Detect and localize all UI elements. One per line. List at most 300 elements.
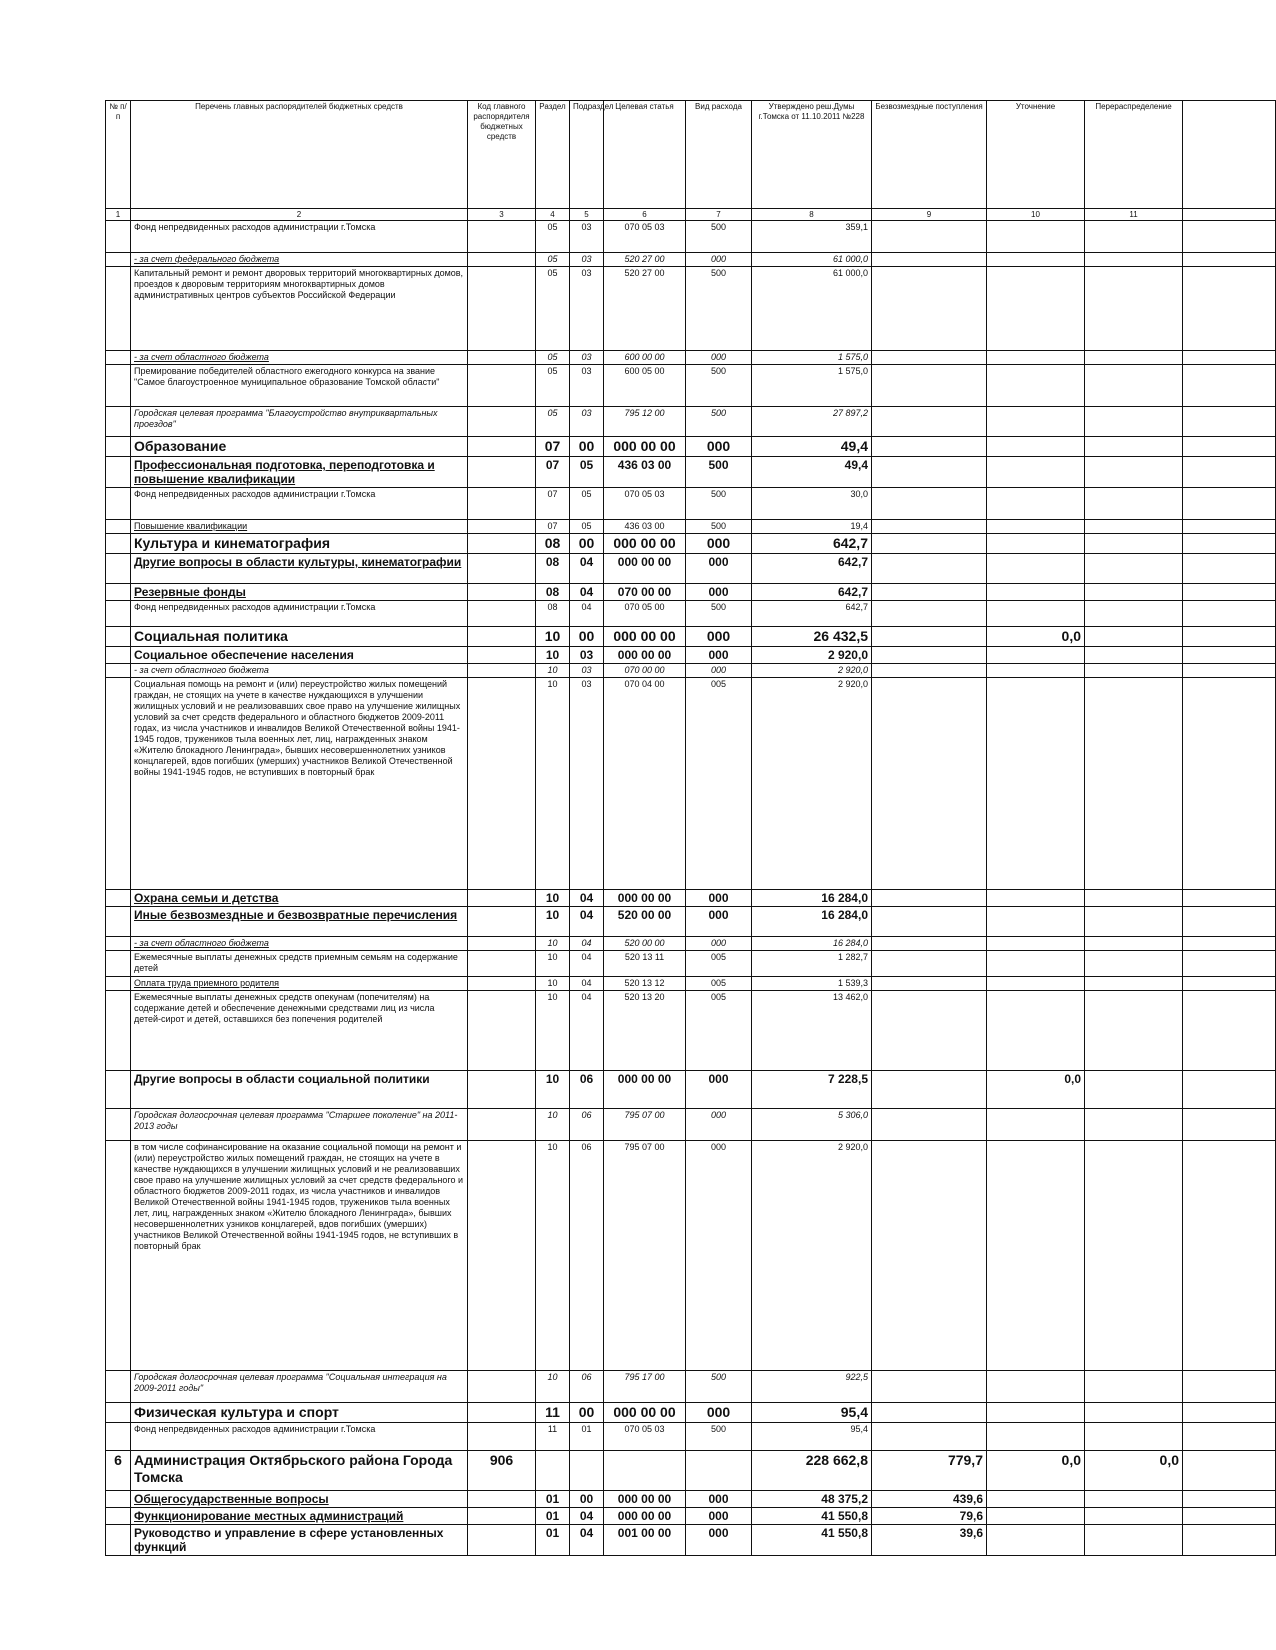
row-target-article: 795 07 00	[604, 1109, 686, 1141]
row-approved: 642,7	[752, 601, 872, 627]
table-row	[106, 1141, 1276, 1371]
row-target-article: 000 00 00	[604, 554, 686, 584]
table-row	[106, 1109, 1276, 1141]
row-code	[468, 488, 536, 520]
row-redistribution	[1085, 437, 1183, 457]
row-redistribution	[1085, 907, 1183, 937]
row-approved: 2 920,0	[752, 1141, 872, 1371]
row-approved: 26 432,5	[752, 627, 872, 647]
row-redistribution	[1085, 991, 1183, 1071]
row-section: 07	[536, 437, 570, 457]
table-row	[106, 1371, 1276, 1403]
row-section: 05	[536, 267, 570, 351]
row-grants	[872, 601, 987, 627]
row-number	[106, 407, 131, 437]
column-header: Безвозмездные поступления	[872, 101, 987, 209]
row-refinement	[987, 1423, 1085, 1451]
row-subsection: 00	[570, 1403, 604, 1423]
row-subsection: 04	[570, 1508, 604, 1525]
row-code	[468, 534, 536, 554]
row-section: 10	[536, 647, 570, 664]
row-subsection: 06	[570, 1071, 604, 1109]
column-header: Утверждено реш.Думы г.Томска от 11.10.2011 №228	[752, 101, 872, 209]
row-section: 10	[536, 664, 570, 678]
table-row	[106, 267, 1276, 351]
table-row	[106, 1451, 1276, 1491]
row-approved: 642,7	[752, 554, 872, 584]
row-subsection: 00	[570, 534, 604, 554]
row-approved: 7 228,5	[752, 1071, 872, 1109]
row-code	[468, 678, 536, 890]
row-extra	[1183, 907, 1276, 937]
row-section: 01	[536, 1491, 570, 1508]
table-row	[106, 890, 1276, 907]
row-number	[106, 365, 131, 407]
row-refinement: 0,0	[987, 627, 1085, 647]
row-number	[106, 1371, 131, 1403]
row-redistribution	[1085, 584, 1183, 601]
row-code	[468, 407, 536, 437]
row-name: Городская целевая программа "Благоустройство внутриквартальных проездов"	[131, 407, 468, 437]
table-row	[106, 937, 1276, 951]
row-number	[106, 1491, 131, 1508]
row-name: Руководство и управление в сфере установленных функций	[131, 1525, 468, 1556]
row-number	[106, 534, 131, 554]
row-code	[468, 647, 536, 664]
row-expense-type: 000	[686, 534, 752, 554]
row-expense-type: 000	[686, 1491, 752, 1508]
row-redistribution	[1085, 601, 1183, 627]
row-subsection: 04	[570, 584, 604, 601]
row-expense-type: 500	[686, 267, 752, 351]
row-name: Культура и кинематография	[131, 534, 468, 554]
row-subsection: 03	[570, 267, 604, 351]
row-approved: 16 284,0	[752, 907, 872, 937]
row-approved: 228 662,8	[752, 1451, 872, 1491]
row-expense-type: 500	[686, 1371, 752, 1403]
row-redistribution	[1085, 534, 1183, 554]
row-expense-type: 005	[686, 991, 752, 1071]
row-section: 11	[536, 1423, 570, 1451]
row-name: - за счет областного бюджета	[131, 937, 468, 951]
row-expense-type: 000	[686, 351, 752, 365]
row-target-article: 600 00 00	[604, 351, 686, 365]
row-redistribution	[1085, 488, 1183, 520]
row-grants	[872, 253, 987, 267]
row-redistribution	[1085, 457, 1183, 488]
row-subsection: 00	[570, 627, 604, 647]
row-extra	[1183, 1371, 1276, 1403]
row-section: 07	[536, 457, 570, 488]
row-target-article: 070 05 03	[604, 1423, 686, 1451]
row-refinement	[987, 457, 1085, 488]
row-extra	[1183, 351, 1276, 365]
row-target-article: 000 00 00	[604, 627, 686, 647]
row-redistribution	[1085, 1141, 1183, 1371]
row-number	[106, 1109, 131, 1141]
column-number: 9	[872, 209, 987, 221]
row-extra	[1183, 554, 1276, 584]
row-section: 07	[536, 520, 570, 534]
row-extra	[1183, 977, 1276, 991]
row-number	[106, 1508, 131, 1525]
row-expense-type: 000	[686, 437, 752, 457]
row-refinement	[987, 520, 1085, 534]
row-code	[468, 1071, 536, 1109]
row-grants	[872, 1371, 987, 1403]
row-section: 10	[536, 951, 570, 977]
row-subsection: 04	[570, 1525, 604, 1556]
row-approved: 5 306,0	[752, 1109, 872, 1141]
table-row	[106, 977, 1276, 991]
row-name: Премирование победителей областного ежегодного конкурса на звание "Самое благоустроенное муниципальное образование Томской области"	[131, 365, 468, 407]
row-name: Фонд непредвиденных расходов администрации г.Томска	[131, 1423, 468, 1451]
row-refinement	[987, 1403, 1085, 1423]
row-redistribution	[1085, 520, 1183, 534]
row-target-article: 000 00 00	[604, 1491, 686, 1508]
row-redistribution	[1085, 647, 1183, 664]
row-expense-type: 000	[686, 253, 752, 267]
row-extra	[1183, 534, 1276, 554]
row-grants	[872, 1071, 987, 1109]
row-approved: 1 282,7	[752, 951, 872, 977]
row-expense-type: 500	[686, 601, 752, 627]
row-refinement	[987, 678, 1085, 890]
row-extra	[1183, 664, 1276, 678]
row-number	[106, 937, 131, 951]
row-approved: 41 550,8	[752, 1508, 872, 1525]
row-extra	[1183, 365, 1276, 407]
row-approved: 1 575,0	[752, 351, 872, 365]
row-redistribution	[1085, 267, 1183, 351]
row-grants	[872, 221, 987, 253]
row-redistribution	[1085, 253, 1183, 267]
row-refinement	[987, 1525, 1085, 1556]
row-subsection: 03	[570, 365, 604, 407]
row-target-article: 520 27 00	[604, 267, 686, 351]
row-code	[468, 520, 536, 534]
column-number: 6	[604, 209, 686, 221]
row-code	[468, 1141, 536, 1371]
column-header: Перераспределение	[1085, 101, 1183, 209]
header-row	[106, 101, 1276, 209]
row-section: 10	[536, 991, 570, 1071]
row-section: 10	[536, 1071, 570, 1109]
row-target-article: 070 05 00	[604, 601, 686, 627]
column-number	[1183, 209, 1276, 221]
row-redistribution	[1085, 977, 1183, 991]
row-subsection	[570, 1451, 604, 1491]
row-section: 10	[536, 907, 570, 937]
row-code	[468, 664, 536, 678]
row-refinement: 0,0	[987, 1071, 1085, 1109]
row-subsection: 05	[570, 457, 604, 488]
row-expense-type: 000	[686, 554, 752, 584]
row-extra	[1183, 1525, 1276, 1556]
row-grants	[872, 977, 987, 991]
row-redistribution	[1085, 664, 1183, 678]
row-name: Социальная помощь на ремонт и (или) переустройство жилых помещений граждан, не стоящих на учете в качестве нуждающихся в улучшении жилищных условий и не реализовавших свое право на улучшение жилищных условий за счет средств федерального и областного бюджетов 2009-2011 годах, из числа участников и инвалидов Великой Отечественной войны 1941-1945 годов, тружеников тыла военных лет, лиц, награжденных знаком «Жителю блокадного Ленинграда», бывших несовершеннолетних узников концлагерей, вдов погибших (умерших) участников Великой Отечественной войны 1941-1945 годов, не вступивших в повторный брак	[131, 678, 468, 890]
row-subsection: 04	[570, 554, 604, 584]
row-expense-type: 000	[686, 1071, 752, 1109]
row-target-article: 520 27 00	[604, 253, 686, 267]
column-header: Уточнение	[987, 101, 1085, 209]
row-grants	[872, 1423, 987, 1451]
row-extra	[1183, 678, 1276, 890]
row-code	[468, 1423, 536, 1451]
row-expense-type: 000	[686, 890, 752, 907]
row-grants	[872, 937, 987, 951]
row-approved: 16 284,0	[752, 890, 872, 907]
table-row	[106, 457, 1276, 488]
row-number	[106, 437, 131, 457]
row-name: Другие вопросы в области культуры, кинематографии	[131, 554, 468, 584]
row-name: Образование	[131, 437, 468, 457]
row-name: Социальное обеспечение населения	[131, 647, 468, 664]
row-grants	[872, 534, 987, 554]
row-refinement	[987, 601, 1085, 627]
row-subsection: 04	[570, 937, 604, 951]
row-expense-type: 005	[686, 951, 752, 977]
row-target-article: 520 13 11	[604, 951, 686, 977]
table-row	[106, 437, 1276, 457]
row-section: 08	[536, 584, 570, 601]
row-expense-type: 500	[686, 407, 752, 437]
column-header: № п/п	[106, 101, 131, 209]
row-code	[468, 1491, 536, 1508]
row-approved: 27 897,2	[752, 407, 872, 437]
table-row	[106, 991, 1276, 1071]
row-expense-type: 000	[686, 1508, 752, 1525]
row-name: Резервные фонды	[131, 584, 468, 601]
row-subsection: 04	[570, 977, 604, 991]
row-code	[468, 1508, 536, 1525]
row-refinement	[987, 554, 1085, 584]
row-refinement	[987, 664, 1085, 678]
row-refinement	[987, 890, 1085, 907]
row-subsection: 01	[570, 1423, 604, 1451]
column-number: 3	[468, 209, 536, 221]
row-grants	[872, 267, 987, 351]
row-grants	[872, 488, 987, 520]
row-refinement	[987, 951, 1085, 977]
row-section: 10	[536, 1141, 570, 1371]
budget-sheet	[105, 100, 1276, 1556]
table-row	[106, 907, 1276, 937]
row-subsection: 03	[570, 407, 604, 437]
row-number	[106, 488, 131, 520]
row-number	[106, 647, 131, 664]
row-subsection: 06	[570, 1371, 604, 1403]
row-section: 08	[536, 554, 570, 584]
table-row	[106, 584, 1276, 601]
row-extra	[1183, 437, 1276, 457]
row-grants	[872, 407, 987, 437]
row-target-article: 070 04 00	[604, 678, 686, 890]
row-name: Оплата труда приемного родителя	[131, 977, 468, 991]
row-redistribution	[1085, 554, 1183, 584]
row-refinement	[987, 1371, 1085, 1403]
row-approved: 61 000,0	[752, 267, 872, 351]
row-approved: 2 920,0	[752, 647, 872, 664]
row-extra	[1183, 1423, 1276, 1451]
table-row	[106, 1525, 1276, 1556]
row-target-article: 520 13 20	[604, 991, 686, 1071]
row-subsection: 06	[570, 1109, 604, 1141]
row-code	[468, 437, 536, 457]
row-approved: 922,5	[752, 1371, 872, 1403]
row-extra	[1183, 937, 1276, 951]
row-subsection: 04	[570, 907, 604, 937]
row-target-article: 436 03 00	[604, 520, 686, 534]
row-code	[468, 991, 536, 1071]
row-section: 10	[536, 1109, 570, 1141]
column-header: Целевая статья	[604, 101, 686, 209]
row-approved: 642,7	[752, 584, 872, 601]
row-redistribution	[1085, 937, 1183, 951]
row-grants	[872, 365, 987, 407]
row-section: 10	[536, 678, 570, 890]
row-expense-type: 000	[686, 1403, 752, 1423]
row-expense-type: 000	[686, 1141, 752, 1371]
row-expense-type: 000	[686, 907, 752, 937]
row-expense-type: 000	[686, 584, 752, 601]
row-approved: 30,0	[752, 488, 872, 520]
row-name: Капитальный ремонт и ремонт дворовых территорий многоквартирных домов, проездов к дворовым территориям многоквартирных домов административных центров субъектов Российской Федерации	[131, 267, 468, 351]
row-code	[468, 601, 536, 627]
table-row	[106, 554, 1276, 584]
row-approved: 49,4	[752, 437, 872, 457]
row-subsection: 03	[570, 678, 604, 890]
row-section: 05	[536, 365, 570, 407]
row-subsection: 03	[570, 647, 604, 664]
row-refinement	[987, 647, 1085, 664]
row-target-article: 000 00 00	[604, 437, 686, 457]
row-section: 10	[536, 627, 570, 647]
row-refinement	[987, 407, 1085, 437]
row-code	[468, 457, 536, 488]
row-extra	[1183, 267, 1276, 351]
table-row	[106, 678, 1276, 890]
row-approved: 1 575,0	[752, 365, 872, 407]
row-section: 10	[536, 1371, 570, 1403]
table-row	[106, 407, 1276, 437]
row-code	[468, 253, 536, 267]
row-refinement	[987, 488, 1085, 520]
row-refinement	[987, 365, 1085, 407]
row-code	[468, 554, 536, 584]
row-grants	[872, 1109, 987, 1141]
row-extra	[1183, 627, 1276, 647]
row-code	[468, 890, 536, 907]
row-target-article: 000 00 00	[604, 647, 686, 664]
row-section: 10	[536, 890, 570, 907]
row-name: Социальная политика	[131, 627, 468, 647]
row-refinement: 0,0	[987, 1451, 1085, 1491]
row-extra	[1183, 253, 1276, 267]
table-row	[106, 627, 1276, 647]
row-grants	[872, 951, 987, 977]
row-code	[468, 1109, 536, 1141]
row-redistribution	[1085, 365, 1183, 407]
row-number	[106, 907, 131, 937]
column-header: Раздел	[536, 101, 570, 209]
row-extra	[1183, 1491, 1276, 1508]
table-row	[106, 1423, 1276, 1451]
row-target-article: 520 13 12	[604, 977, 686, 991]
row-section	[536, 1451, 570, 1491]
row-code	[468, 951, 536, 977]
row-redistribution	[1085, 407, 1183, 437]
column-number: 11	[1085, 209, 1183, 221]
row-extra	[1183, 520, 1276, 534]
column-header: Код главного распорядителя бюджетных средств	[468, 101, 536, 209]
table-row	[106, 253, 1276, 267]
row-number	[106, 1525, 131, 1556]
row-subsection: 06	[570, 1141, 604, 1371]
row-number	[106, 1423, 131, 1451]
row-number	[106, 221, 131, 253]
row-approved: 61 000,0	[752, 253, 872, 267]
row-name: Городская долгосрочная целевая программа "Старшее поколение" на 2011-2013 годы	[131, 1109, 468, 1141]
row-name: - за счет федерального бюджета	[131, 253, 468, 267]
row-approved: 2 920,0	[752, 678, 872, 890]
row-number	[106, 991, 131, 1071]
row-refinement	[987, 437, 1085, 457]
row-expense-type: 500	[686, 1423, 752, 1451]
row-expense-type: 500	[686, 488, 752, 520]
row-redistribution	[1085, 1491, 1183, 1508]
row-expense-type: 000	[686, 1109, 752, 1141]
row-approved: 1 539,3	[752, 977, 872, 991]
row-grants	[872, 437, 987, 457]
row-redistribution	[1085, 1109, 1183, 1141]
row-section: 01	[536, 1525, 570, 1556]
row-grants	[872, 520, 987, 534]
row-grants: 79,6	[872, 1508, 987, 1525]
column-number: 8	[752, 209, 872, 221]
row-extra	[1183, 991, 1276, 1071]
row-subsection: 03	[570, 221, 604, 253]
row-name: - за счет областного бюджета	[131, 664, 468, 678]
row-redistribution	[1085, 221, 1183, 253]
row-number	[106, 977, 131, 991]
row-refinement	[987, 977, 1085, 991]
row-refinement	[987, 584, 1085, 601]
row-grants	[872, 584, 987, 601]
row-extra	[1183, 1071, 1276, 1109]
row-section: 05	[536, 253, 570, 267]
row-name: Функционирование местных администраций	[131, 1508, 468, 1525]
row-grants	[872, 907, 987, 937]
row-approved: 48 375,2	[752, 1491, 872, 1508]
row-target-article: 000 00 00	[604, 1508, 686, 1525]
row-extra	[1183, 1451, 1276, 1491]
row-subsection: 04	[570, 951, 604, 977]
row-name: - за счет областного бюджета	[131, 351, 468, 365]
row-grants	[872, 1403, 987, 1423]
table-row	[106, 1491, 1276, 1508]
row-name: Ежемесячные выплаты денежных средств приемным семьям на содержание детей	[131, 951, 468, 977]
row-code	[468, 221, 536, 253]
row-subsection: 04	[570, 601, 604, 627]
row-expense-type: 005	[686, 678, 752, 890]
row-target-article: 795 12 00	[604, 407, 686, 437]
column-number: 2	[131, 209, 468, 221]
row-name: Физическая культура и спорт	[131, 1403, 468, 1423]
row-number	[106, 351, 131, 365]
row-grants	[872, 627, 987, 647]
